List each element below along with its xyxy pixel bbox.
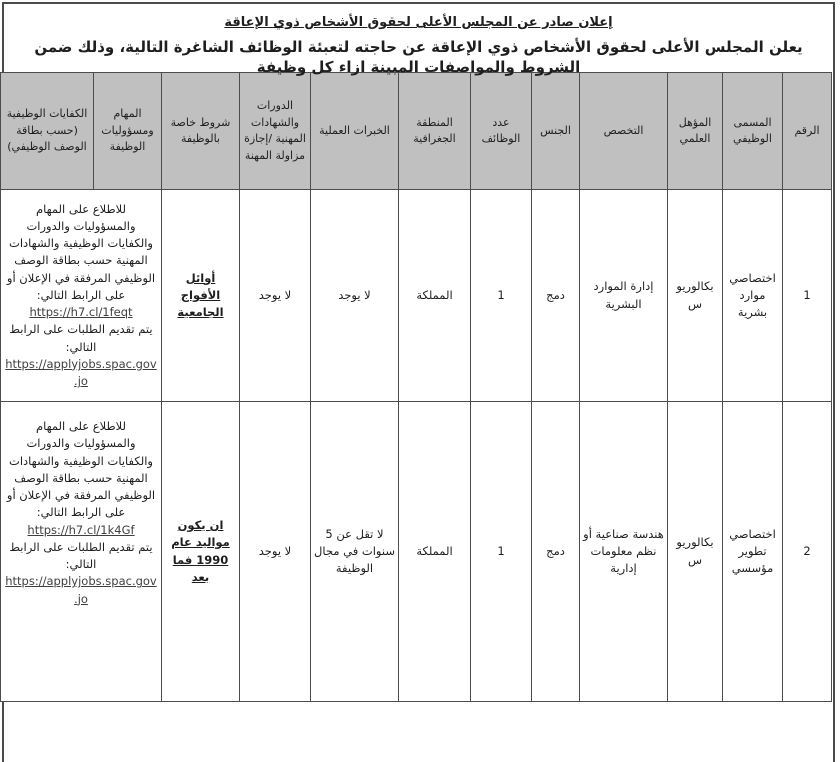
cell-duties-competencies: [1, 190, 162, 402]
header-number: الرقم: [783, 73, 832, 190]
cell-qualification: بكالوريوس: [668, 402, 723, 702]
header-courses: الدورات والشهادات المهنية /إجازة مزاولة المهنة: [240, 73, 311, 190]
header-positions-count: عدد الوظائف: [471, 73, 532, 190]
cell-special-conditions: ان يكون مواليد عام 1990 فما بعد: [162, 402, 240, 702]
header-qualification: المؤهل العلمي: [668, 73, 723, 190]
cell-gender: دمج: [532, 402, 580, 702]
cell-courses: لا يوجد: [240, 190, 311, 402]
cell-specialization: إدارة الموارد البشرية: [580, 190, 668, 402]
cell-experience: لا تقل عن 5 سنوات في مجال الوظيفة: [311, 402, 399, 702]
header-job-title: المسمى الوظيفي: [723, 73, 783, 190]
header-competencies: الكفايات الوظيفية (حسب بطاقة الوصف الوظيفي): [1, 73, 94, 190]
cell-job-title: اختصاصي موارد بشرية: [723, 190, 783, 402]
cell-job-title: اختصاصي تطوير مؤسسي: [723, 402, 783, 702]
job-description-link[interactable]: https://h7.cl/1feqt: [29, 305, 133, 320]
cell-number: 1: [783, 190, 832, 402]
cell-number: 2: [783, 402, 832, 702]
header-region: المنطقة الجغرافية: [399, 73, 471, 190]
apply-text: يتم تقديم الطلبات على الرابط التالي:: [9, 539, 153, 571]
apply-link[interactable]: https://applyjobs.spac.gov.jo: [5, 356, 157, 389]
job-description-link[interactable]: https://h7.cl/1k4Gf: [27, 522, 135, 537]
table-row: [1, 190, 832, 402]
cell-experience: لا يوجد: [311, 190, 399, 402]
cell-qualification: بكالوريوس: [668, 190, 723, 402]
details-text: للاطلاع على المهام والمسؤوليات والدورات والكفايات الوظيفية والشهادات المهنية حسب بطاقة الوصف الوظيفي المرفقة في الإعلان أو على الرابط التالي:: [6, 201, 156, 302]
cell-special-conditions: أوائل الأفواج الجامعية: [162, 190, 240, 402]
header-specialization: التخصص: [580, 73, 668, 190]
details-text: للاطلاع على المهام والمسؤوليات والدورات والكفايات الوظيفية والشهادات المهنية حسب بطاقة الوصف الوظيفي المرفقة في الإعلان أو على الرابط التالي:: [6, 419, 156, 520]
vacancies-table: [0, 72, 832, 702]
apply-text: يتم تقديم الطلبات على الرابط التالي:: [9, 322, 153, 354]
header-experience: الخبرات العملية: [311, 73, 399, 190]
cell-positions-count: 1: [471, 190, 532, 402]
table-header-row: [1, 73, 832, 190]
page-subtitle: يعلن المجلس الأعلى لحقوق الأشخاص ذوي الإعاقة عن حاجته لتعبئة الوظائف الشاغرة التالية، وذلك ضمن الشروط والمواصفات المبينة ازاء كل وظيفة: [34, 38, 803, 76]
cell-courses: لا يوجد: [240, 402, 311, 702]
cell-region: المملكة: [399, 402, 471, 702]
cell-gender: دمج: [532, 190, 580, 402]
document-frame: [2, 2, 835, 762]
header-special-conditions: شروط خاصة بالوظيفة: [162, 73, 240, 190]
page-title: إعلان صادر عن المجلس الأعلى لحقوق الأشخاص ذوي الإعاقة: [224, 15, 613, 30]
title-block: [4, 4, 833, 76]
header-duties: المهام ومسؤوليات الوظيفة: [94, 73, 162, 190]
cell-duties-competencies: [1, 402, 162, 702]
cell-positions-count: 1: [471, 402, 532, 702]
cell-specialization: هندسة صناعية أو نظم معلومات إدارية: [580, 402, 668, 702]
header-gender: الجنس: [532, 73, 580, 190]
cell-region: المملكة: [399, 190, 471, 402]
apply-link[interactable]: https://applyjobs.spac.gov.jo: [5, 574, 157, 606]
table-row: [1, 402, 832, 702]
